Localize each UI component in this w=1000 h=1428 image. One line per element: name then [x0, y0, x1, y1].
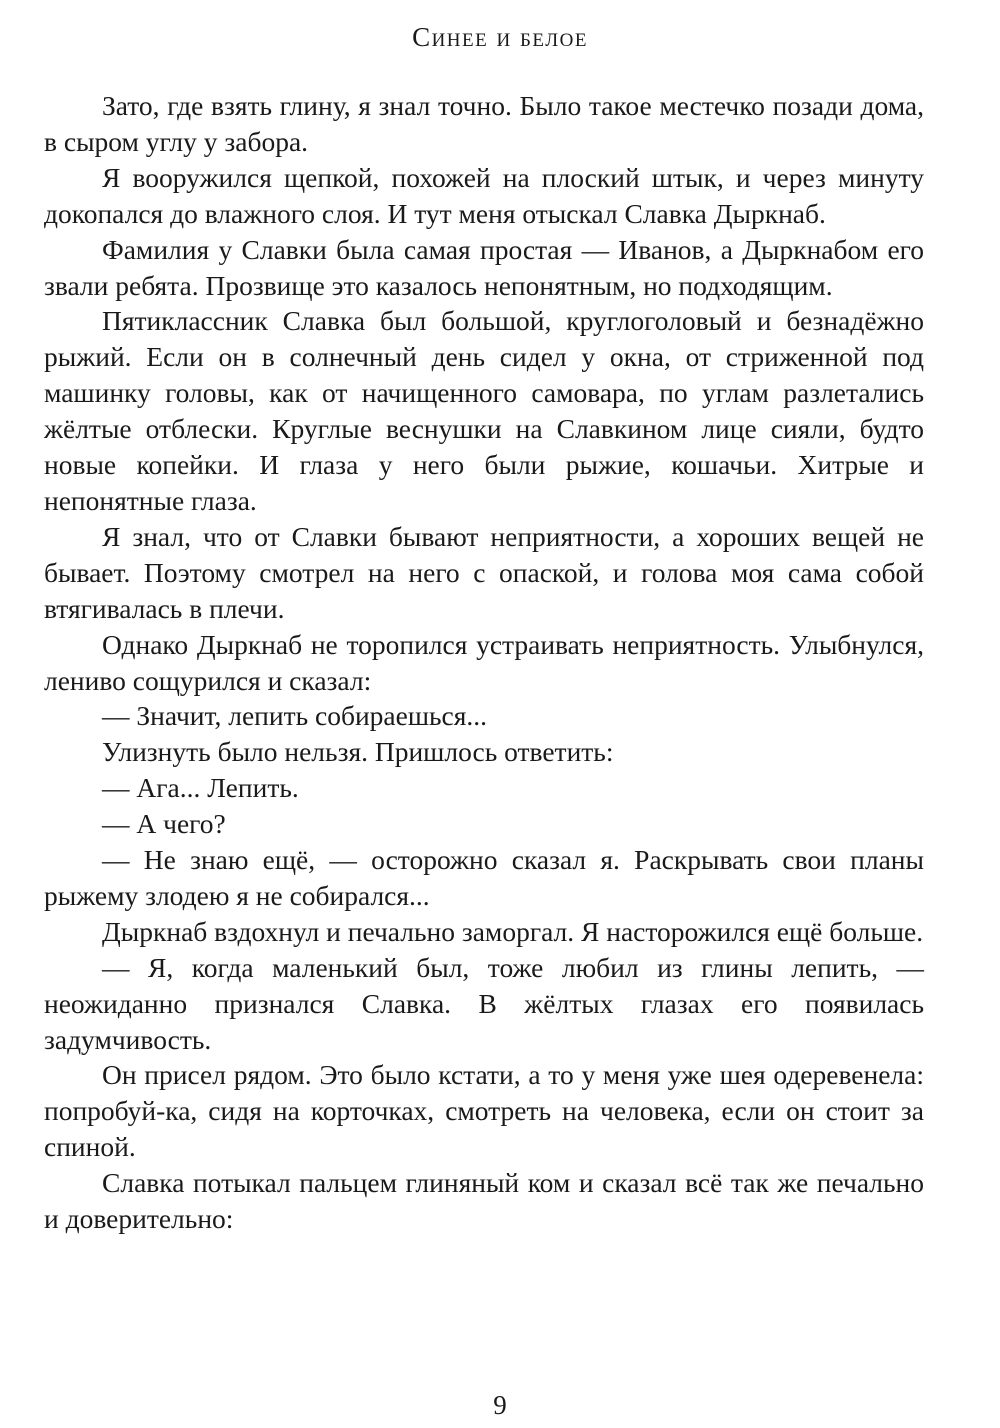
running-head: Синее и белое — [412, 22, 588, 52]
dialogue-line: — Я, когда маленький был, тоже любил из глины лепить, — неожиданно признался Славка. В жёлтых глазах его появилась задумчивость. — [44, 951, 924, 1055]
body-text — [44, 88, 924, 1237]
dialogue-line: — А чего? — [102, 808, 226, 840]
paragraph: Я знал, что от Славки бывают неприятности, а хороших вещей не бывает. Поэтому смотрел на него с опаской, и голова моя сама собой втягивалась в плечи. — [44, 520, 924, 624]
paragraph: Славка потыкал пальцем глиняный ком и сказал всё так же печально и доверительно: — [44, 1167, 924, 1235]
paragraph: Он присел рядом. Это было кстати, а то у меня уже шея одеревенела: попробуй-ка, сидя на корточках, смотреть на человека, если он стоит за спиной. — [44, 1059, 924, 1163]
paragraph: Фамилия у Славки была самая простая — Иванов, а Дыркнабом его звали ребята. Прозвище это казалось непонятным, но подходящим. — [44, 233, 924, 301]
paragraph: Дыркнаб вздохнул и печально заморгал. Я насторожился ещё больше. — [102, 915, 924, 947]
paragraph: Улизнуть было нельзя. Пришлось ответить: — [102, 736, 614, 768]
dialogue-line: — Ага... Лепить. — [102, 772, 299, 804]
paragraph: Пятиклассник Славка был большой, круглоголовый и безнадёжно рыжий. Если он в солнечный день сидел у окна, от стриженной под машинку головы, как от начищенного самовара, по углам разлетались жёлтые отблески. Круглые веснушки на Славкином лице сияли, будто новые копейки. И глаза у него были рыжие, кошачьи. Хитрые и непонятные глаза. — [44, 305, 924, 516]
paragraph: Зато, где взять глину, я знал точно. Было такое местечко позади дома, в сыром углу у забора. — [44, 90, 924, 157]
page-number: 9 — [493, 1390, 507, 1420]
paragraph: Я вооружился щепкой, похожей на плоский штык, и через минуту докопался до влажного слоя. И тут меня отыскал Славка Дыркнаб. — [44, 161, 924, 229]
dialogue-line: — Не знаю ещё, — осторожно сказал я. Раскрывать свои планы рыжему злодею я не собирался... — [44, 844, 924, 911]
dialogue-line: — Значит, лепить собираешься... — [102, 700, 488, 732]
paragraph: Однако Дыркнаб не торопился устраивать неприятность. Улыбнулся, лениво сощурился и сказал: — [44, 628, 924, 696]
